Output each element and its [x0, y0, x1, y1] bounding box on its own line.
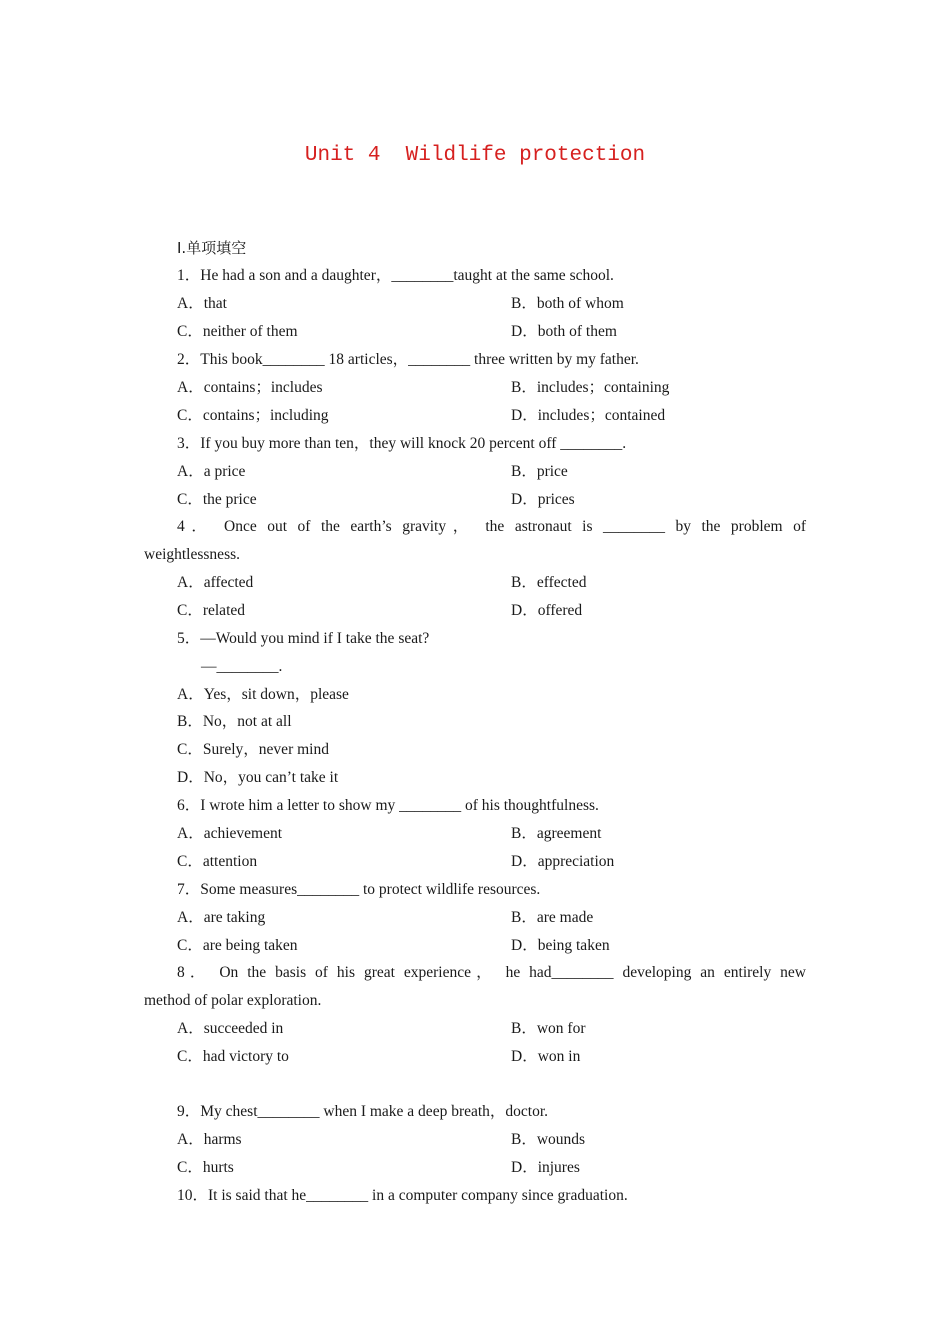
question-5-option-c: C．Surely，never mind	[177, 741, 329, 758]
question-4-option-c: C．related	[177, 602, 246, 619]
question-4-stem-continued: weightlessness.	[144, 546, 241, 563]
question-1-option-b: B．both of whom	[511, 295, 624, 312]
question-7-option-b: B．are made	[511, 909, 594, 926]
question-2-option-b: B．includes；containing	[511, 379, 670, 396]
question-2-option-c: C．contains；including	[177, 407, 329, 424]
question-7-option-c: C．are being taken	[177, 937, 298, 954]
question-5-option-d: D．No，you can’t take it	[177, 769, 339, 786]
page-title: Unit 4 Wildlife protection	[304, 144, 646, 167]
question-3-stem: 3．If you buy more than ten，they will knock 20 percent off ________.	[177, 435, 627, 452]
question-9-option-d: D．injures	[511, 1159, 580, 1176]
question-9-option-a: A．harms	[177, 1131, 242, 1148]
question-8-option-c: C．had victory to	[177, 1048, 289, 1065]
question-8-stem: 8． On the basis of his great experience， he had________ developing an entirely new	[177, 964, 806, 981]
question-8-stem-continued: method of polar exploration.	[144, 992, 322, 1009]
question-8-option-d: D．won in	[511, 1048, 581, 1065]
question-6-option-d: D．appreciation	[511, 853, 615, 870]
question-10-stem: 10．It is said that he________ in a computer company since graduation.	[177, 1187, 628, 1204]
question-5-reply: —________.	[201, 658, 283, 675]
question-4-option-a: A．affected	[177, 574, 254, 591]
question-5-option-a: A．Yes，sit down，please	[177, 686, 349, 703]
question-6-option-c: C．attention	[177, 853, 258, 870]
question-2-stem: 2．This book________ 18 articles，________ three written by my father.	[177, 351, 639, 368]
question-6-option-a: A．achievement	[177, 825, 283, 842]
question-9-option-c: C．hurts	[177, 1159, 234, 1176]
question-3-option-d: D．prices	[511, 491, 575, 508]
question-8-option-b: B．won for	[511, 1020, 586, 1037]
question-6-stem: 6．I wrote him a letter to show my ________ of his thoughtfulness.	[177, 797, 599, 814]
question-2-option-d: D．includes；contained	[511, 407, 666, 424]
question-3-option-c: C．the price	[177, 491, 257, 508]
question-3-option-a: A．a price	[177, 463, 246, 480]
question-1-option-a: A．that	[177, 295, 227, 312]
question-7-option-d: D．being taken	[511, 937, 610, 954]
question-1-stem: 1．He had a son and a daughter，________taught at the same school.	[177, 267, 614, 284]
question-5-option-b: B．No，not at all	[177, 713, 292, 730]
question-1-option-c: C．neither of them	[177, 323, 298, 340]
question-1-option-d: D．both of them	[511, 323, 617, 340]
question-5-stem: 5．—Would you mind if I take the seat?	[177, 630, 430, 647]
section-heading: I.单项填空	[177, 239, 247, 257]
question-6-option-b: B．agreement	[511, 825, 602, 842]
question-9-option-b: B．wounds	[511, 1131, 586, 1148]
question-2-option-a: A．contains；includes	[177, 379, 323, 396]
question-7-stem: 7．Some measures________ to protect wildlife resources.	[177, 881, 541, 898]
question-4-stem: 4． Once out of the earth’s gravity， the astronaut is ________ by the problem of	[177, 518, 806, 535]
question-4-option-b: B．effected	[511, 574, 587, 591]
question-3-option-b: B．price	[511, 463, 568, 480]
question-7-option-a: A．are taking	[177, 909, 266, 926]
question-8-option-a: A．succeeded in	[177, 1020, 284, 1037]
question-9-stem: 9．My chest________ when I make a deep breath，doctor.	[177, 1103, 549, 1120]
question-4-option-d: D．offered	[511, 602, 583, 619]
